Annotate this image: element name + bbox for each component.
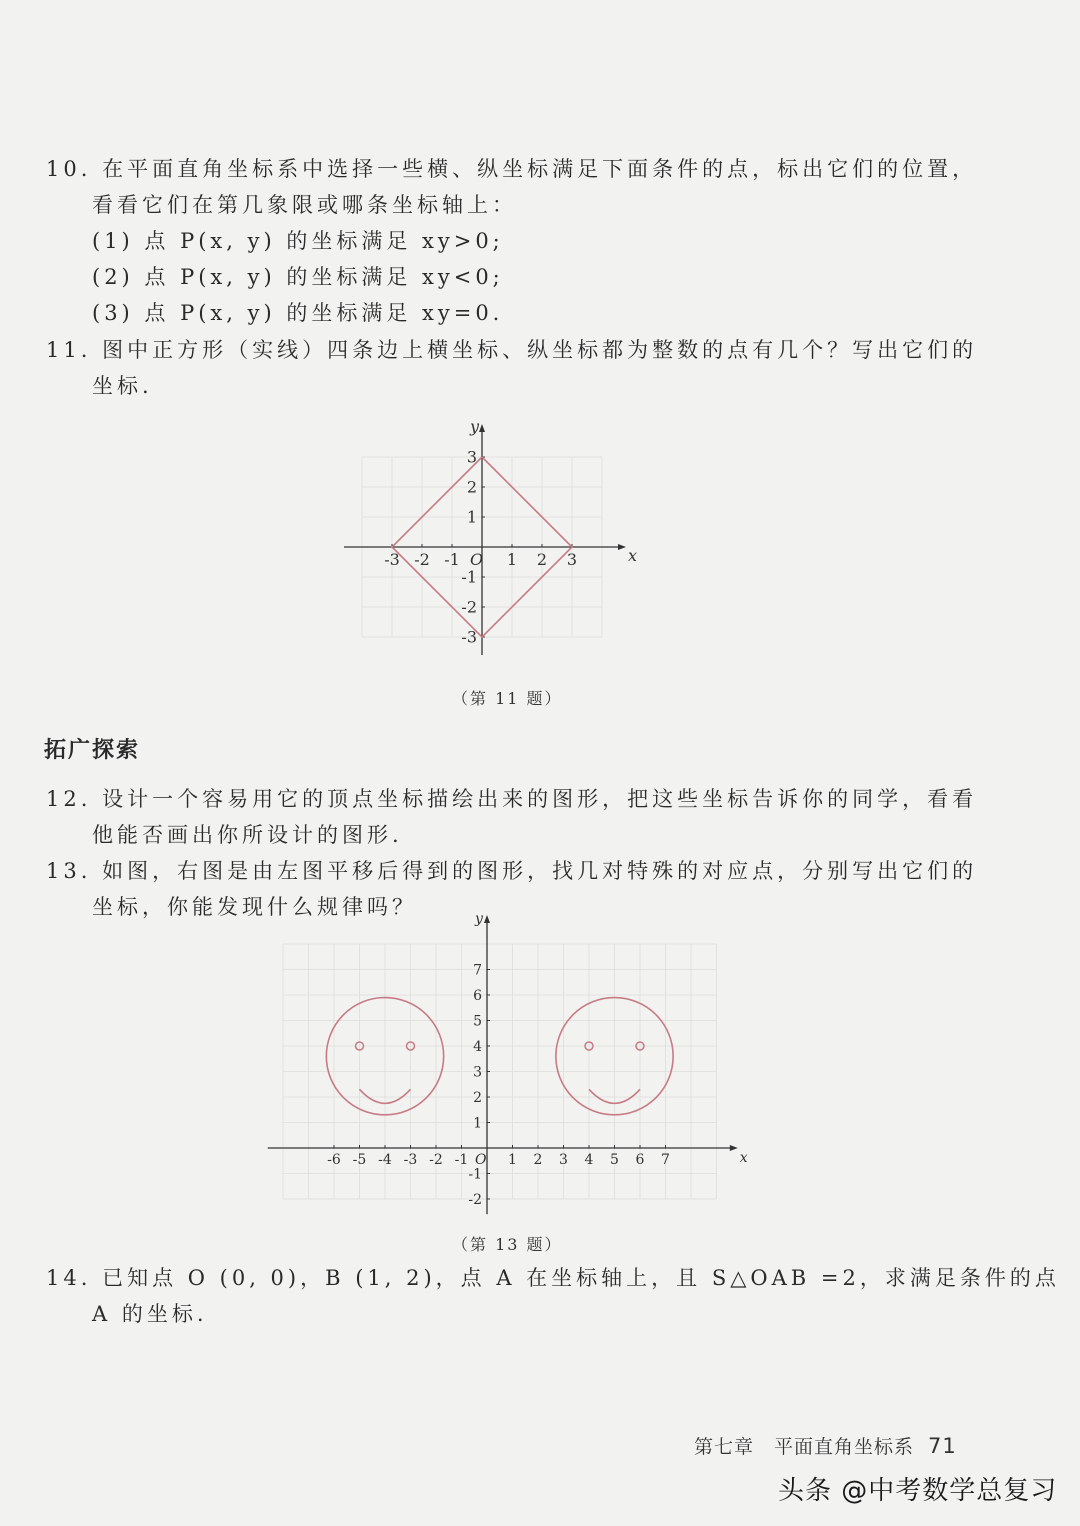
x-tick-label: -3: [384, 550, 400, 569]
x-tick-label: -4: [378, 1152, 392, 1168]
y-tick-label: 3: [466, 447, 477, 467]
y-tick-label: 2: [466, 477, 477, 497]
section-heading: 拓广探索: [44, 738, 141, 763]
x-tick-label: 5: [610, 1152, 619, 1168]
y-axis-arrow: [479, 424, 485, 432]
x-axis-label: x: [739, 1150, 748, 1166]
origin-label: O: [470, 550, 484, 569]
q10-line1: 10. 在平面直角坐标系中选择一些横、纵坐标满足下面条件的点，标出它们的位置，: [46, 157, 978, 181]
y-tick-label: -2: [461, 597, 477, 617]
origin-label: O: [475, 1152, 487, 1168]
x-tick-label: 1: [508, 1152, 517, 1168]
x-tick-label: -6: [327, 1152, 341, 1168]
figure-11-caption: （第 11 题）: [452, 689, 563, 708]
x-axis-arrow: [618, 544, 626, 550]
q12-line2: 他能否画出你所设计的图形.: [92, 823, 403, 847]
q10-sub3: (3) 点 P(x, y) 的坐标满足 xy=0.: [92, 301, 504, 325]
x-tick-label: -5: [352, 1152, 367, 1168]
x-tick-label: 3: [559, 1152, 568, 1168]
x-tick-label: 3: [566, 550, 578, 569]
figure-13-caption: （第 13 题）: [452, 1235, 563, 1254]
x-tick-label: -2: [414, 550, 430, 569]
y-tick-label: 1: [473, 1115, 482, 1132]
q13-line2: 坐标，你能发现什么规律吗？: [92, 895, 417, 919]
x-tick-label: 4: [584, 1152, 594, 1168]
q12-line1: 12. 设计一个容易用它的顶点坐标描绘出来的图形，把这些坐标告诉你的同学，看看: [46, 787, 978, 811]
y-tick-label: 6: [473, 987, 482, 1004]
figure-13-coordinate-plane: [260, 911, 748, 1220]
y-tick-label: -1: [461, 567, 477, 587]
y-tick-label: -3: [461, 627, 477, 647]
y-tick-label: 3: [473, 1064, 482, 1081]
x-tick-label: -1: [454, 1152, 469, 1168]
watermark: 头条 @中考数学总复习: [778, 1476, 1058, 1506]
x-tick-label: 2: [536, 550, 548, 569]
q14-line2: A 的坐标.: [92, 1302, 208, 1326]
y-axis-label: y: [475, 911, 483, 928]
figure-11-coordinate-plane: [330, 395, 670, 675]
x-axis-label: x: [628, 546, 638, 565]
y-tick-label: 7: [473, 962, 482, 979]
x-tick-label: -2: [429, 1152, 443, 1168]
y-axis-label: y: [470, 417, 480, 436]
q10-sub1: (1) 点 P(x, y) 的坐标满足 xy>0;: [92, 229, 504, 253]
q10-line2: 看看它们在第几象限或哪条坐标轴上：: [92, 193, 517, 217]
x-tick-label: -1: [444, 550, 460, 569]
x-tick-label: 2: [533, 1152, 543, 1168]
chapter-title: 第七章 平面直角坐标系: [694, 1436, 915, 1458]
y-tick-label: 1: [466, 507, 477, 527]
q11-line2: 坐标.: [92, 374, 153, 398]
x-axis-arrow: [730, 1145, 738, 1151]
x-tick-label: 7: [661, 1152, 670, 1168]
x-tick-label: 1: [506, 550, 518, 569]
y-tick-label: -1: [468, 1166, 482, 1183]
q11-line1: 11. 图中正方形（实线）四条边上横坐标、纵坐标都为整数的点有几个？写出它们的: [46, 338, 978, 362]
y-tick-label: -2: [468, 1191, 482, 1208]
page-number: 71: [928, 1434, 957, 1458]
y-tick-label: 5: [473, 1013, 482, 1030]
y-tick-label: 2: [473, 1089, 482, 1106]
x-tick-label: -3: [403, 1152, 418, 1168]
q10-sub2: (2) 点 P(x, y) 的坐标满足 xy<0;: [92, 265, 504, 289]
q14-line1: 14. 已知点 O (0, 0)，B (1, 2)，点 A 在坐标轴上，且 S△OAB =2，求满足条件的点: [46, 1266, 1060, 1290]
y-tick-label: 4: [473, 1038, 482, 1055]
page-footer: [694, 1432, 957, 1459]
q13-line1: 13. 如图，右图是由左图平移后得到的图形，找几对特殊的对应点，分别写出它们的: [46, 859, 978, 883]
x-tick-label: 6: [635, 1152, 645, 1168]
y-axis-arrow: [484, 915, 490, 923]
